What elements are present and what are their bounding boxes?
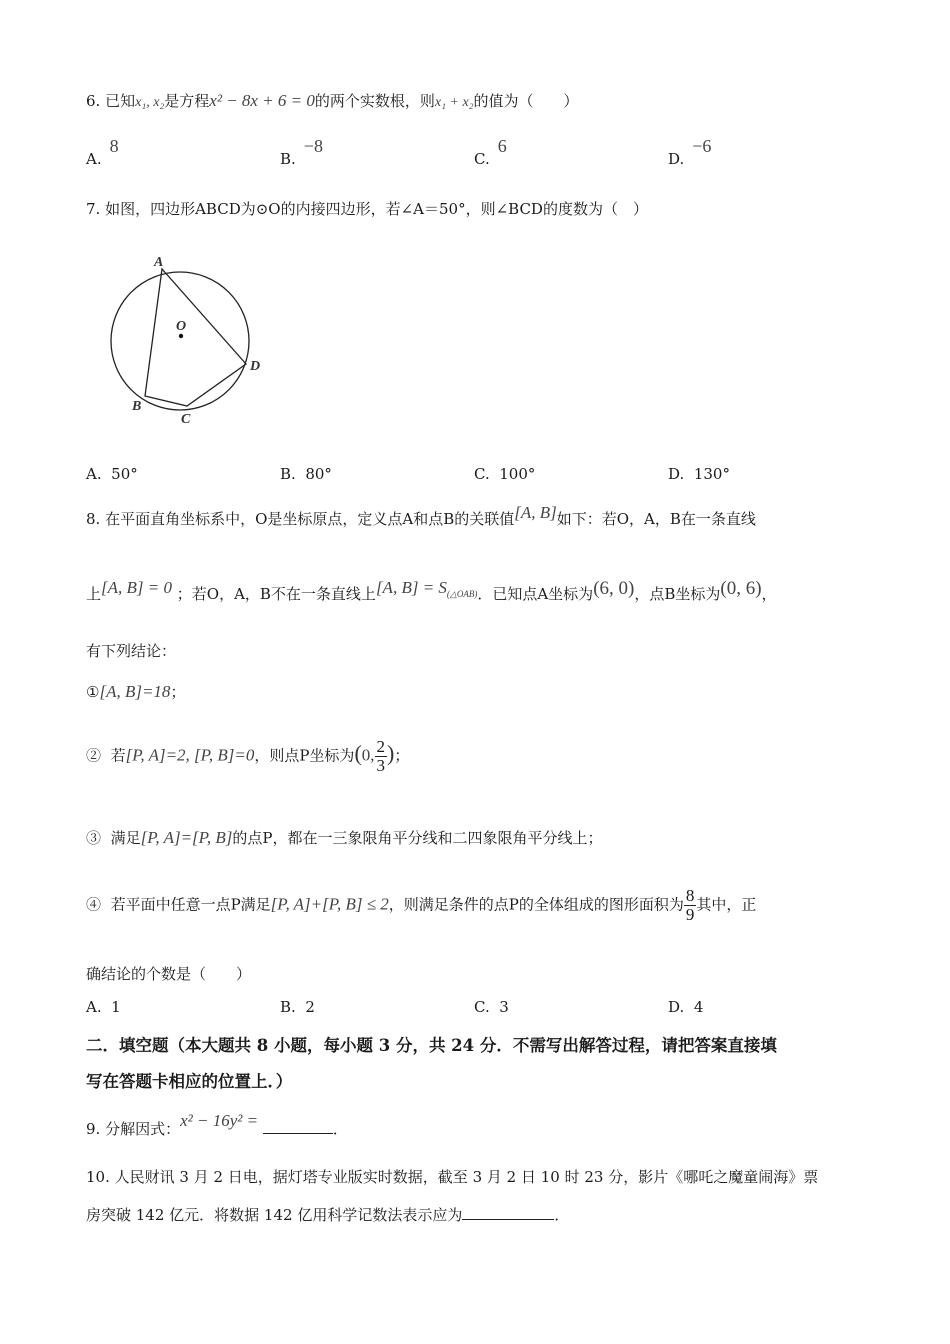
q8-option-b: B. 2 xyxy=(280,998,315,1016)
q8-line-2: 上[A, B] = 0 ；若O，A，B不在一条直线上[A, $B] = S_{(\triangle OAB)}$．已知点A坐标为(6, 0)，点B坐标为(0, 6)， xyxy=(86,578,777,603)
q8-bracket-ab: [A, B] xyxy=(514,503,557,522)
q6-option-a: A.8 xyxy=(86,136,119,168)
q8-conclusion-3: ③ 满足[P, A]=[P, B]的点P，都在一三象限角平分线和二四象限角平分线上； xyxy=(86,828,603,847)
label-d: D xyxy=(250,359,261,374)
q6-equation: x² − 8x + 6 = 0 xyxy=(209,91,315,110)
q8-line-1: 8. 在平面直角坐标系中，O是坐标原点，定义点A和点B的关联值[A, B]如下：若O，A，B在一条直线 xyxy=(86,503,756,528)
q8-c2-fraction: $\frac{2}{3}$ xyxy=(376,737,386,775)
q10-number: 10. xyxy=(86,1168,110,1186)
q9-answer-blank[interactable] xyxy=(263,1119,333,1134)
q8-coord-b: (0, 6) xyxy=(720,578,762,599)
q10-line-1: 10. 人民财讯 3 月 2 日电，据灯塔专业版实时数据，截至 3 月 2 日 10 时 23 分，影片《哪吒之魔童闹海》票 xyxy=(86,1168,819,1186)
q8-line-last: 确结论的个数是（ ） xyxy=(86,965,252,983)
q8-c1-math: [A, B]=18 xyxy=(99,682,171,701)
q7-option-b: B. 80° xyxy=(280,465,332,483)
q8-option-c: C. 3 xyxy=(474,998,509,1016)
q9-expression: x² − 16y² = xyxy=(180,1111,259,1130)
q8-conclusion-4: ④ 若平面中任意一点P满足[P, A]+[P, B] ≤ 2，则满足条件的点P的全体组成的图形面积为 $\frac{8}{9}$ 其中，正 xyxy=(86,886,757,924)
q7-text: 如图，四边形ABCD为⊙O的内接四边形，若∠A＝50°，则∠BCD的度数为（ ） xyxy=(105,200,648,218)
q9-number: 9. xyxy=(86,1120,101,1138)
q8-number: 8. xyxy=(86,510,101,528)
q6-sum: x₁ + x₂ xyxy=(434,95,474,110)
q8-conclusion-1: ①[A, B]=18； xyxy=(86,682,186,701)
q8-option-a: A. 1 xyxy=(86,998,121,1016)
q9-stem: 9. 分解因式：x² − 16y² = ． xyxy=(86,1111,348,1138)
q8-eq-zero: [A, B] = 0 xyxy=(101,578,172,597)
q7-circle-figure xyxy=(100,248,275,433)
center-point-o xyxy=(179,334,183,338)
q6-number: 6. xyxy=(86,92,101,110)
q6-stem: 6. 已知x₁, x₂是方程x² − 8x + 6 = 0的两个实数根，则x₁ + x₂的值为（ ） xyxy=(86,91,579,110)
q8-c4-fraction: $\frac{8}{9}$ xyxy=(685,886,695,924)
label-b: B xyxy=(132,399,142,414)
circle-o xyxy=(111,272,249,410)
q8-c3-math: [P, A]=[P, B] xyxy=(140,828,233,847)
q8-eq-area: [A, B] = S xyxy=(375,578,447,597)
section-2-heading-line-1: 二．填空题（本大题共 8 小题，每小题 3 分，共 24 分．不需写出解答过程，请把答案直接填 xyxy=(86,1036,777,1055)
q8-coord-a: (6, 0) xyxy=(593,578,635,599)
q8-line-3: 有下列结论： xyxy=(86,642,177,660)
q7-option-c: C. 100° xyxy=(474,465,536,483)
q6-option-d: D.−6 xyxy=(668,136,712,168)
q6-option-b: B.−8 xyxy=(280,136,323,168)
quadrilateral-abcd xyxy=(145,269,246,406)
section-2-heading-line-2: 写在答题卡相应的位置上．） xyxy=(86,1072,293,1091)
q7-number: 7. xyxy=(86,200,101,218)
label-o: O xyxy=(176,319,187,334)
q6-roots: x₁, x₂ xyxy=(135,95,165,110)
q6-option-c: C.6 xyxy=(474,136,507,168)
q7-stem xyxy=(86,198,648,219)
q8-conclusion-2: ② 若[P, A]=2, [P, B]=0，则点P坐标为(0, $\frac{2}{3}$ )； xyxy=(86,737,410,775)
label-a: A xyxy=(154,255,164,270)
q10-answer-blank[interactable] xyxy=(462,1205,554,1220)
q8-option-d: D. 4 xyxy=(668,998,704,1016)
q10-line-2: 房突破 142 亿元．将数据 142 亿用科学记数法表示应为 ． xyxy=(86,1206,570,1224)
label-c: C xyxy=(181,412,191,427)
q8-c2-math: [P, A]=2, [P, B]=0 xyxy=(125,745,255,765)
q8-c4-math: [P, A]+[P, B] ≤ 2 xyxy=(270,894,389,914)
q7-option-d: D. 130° xyxy=(668,465,730,483)
q7-option-a: A. 50° xyxy=(86,465,138,483)
